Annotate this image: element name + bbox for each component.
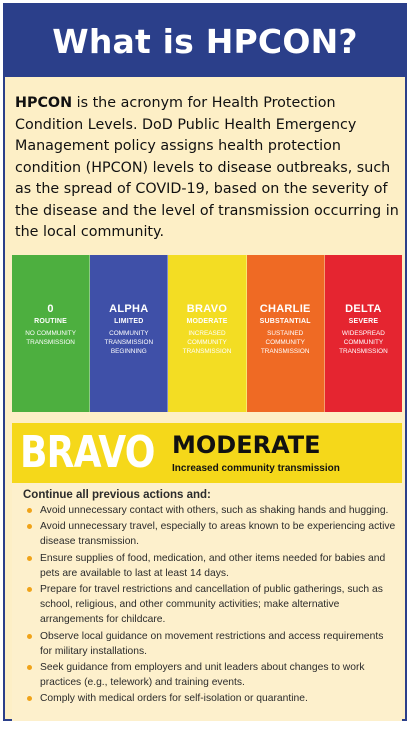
level-severity: ROUTINE (34, 318, 68, 325)
action-text: Observe local guidance on movement restrictions and access requirements for military installations. (40, 630, 384, 657)
level-name: ALPHA (109, 303, 149, 315)
level-description: INCREASED COMMUNITY TRANSMISSION (182, 330, 232, 355)
action-text: Comply with medical orders for self-isolation or quarantine. (40, 693, 308, 705)
level-delta (325, 255, 402, 412)
action-text: Prepare for travel restrictions and cancellation of public gatherings, such as school, religious, and other community activities; make alternative arrangements for childcare. (40, 584, 383, 626)
hpcon-levels-strip (12, 255, 402, 412)
list-item (26, 629, 396, 659)
bullet-dot-icon (27, 587, 32, 592)
bravo-severity: MODERATE (172, 431, 321, 459)
bullet-dot-icon (27, 556, 32, 561)
list-item (26, 660, 396, 690)
level-severity: SUBSTANTIAL (259, 318, 311, 325)
level-severity: LIMITED (114, 318, 144, 325)
list-item (26, 691, 396, 706)
list-item (26, 582, 396, 627)
action-text: Avoid unnecessary travel, especially to areas known to be experiencing active disease transmission. (40, 521, 396, 548)
bullet-dot-icon (27, 696, 32, 701)
bravo-detail-card (12, 423, 402, 721)
bullet-dot-icon (27, 665, 32, 670)
level-name: DELTA (345, 303, 382, 315)
list-item (26, 503, 396, 518)
level-bravo (168, 255, 246, 412)
action-text: Seek guidance from employers and unit leaders about changes to work practices (e.g., telework) and training events. (40, 661, 365, 688)
actions-list (26, 503, 396, 708)
level-description: WIDESPREAD COMMUNITY TRANSMISSION (339, 330, 388, 355)
level-charlie (247, 255, 325, 412)
level-0 (12, 255, 90, 412)
action-text: Ensure supplies of food, medication, and other items needed for babies and pets are available to last at least 14 days. (40, 552, 386, 579)
bullet-dot-icon (27, 634, 32, 639)
list-item (26, 519, 396, 549)
level-name: BRAVO (186, 303, 228, 315)
action-text: Avoid unnecessary contact with others, such as shaking hands and hugging. (40, 505, 389, 516)
level-description: SUSTAINED COMMUNITY TRANSMISSION (260, 330, 310, 355)
level-description: NO COMMUNITY TRANSMISSION (25, 330, 76, 346)
bullet-dot-icon (27, 508, 32, 513)
page-title: What is HPCON? (52, 21, 358, 61)
infographic-frame (3, 3, 407, 721)
bravo-subtitle: Increased community transmission (172, 463, 340, 474)
intro-text: is the acronym for Health Protection Condition Levels. DoD Public Health Emergency Management policy assigns health protection condition (HPCON) levels to disease outbreaks, such as the spread of COVID-19, based on the severity of the disease and the level of transmission occurring in the local community. (15, 95, 399, 240)
list-item (26, 551, 396, 581)
actions-heading: Continue all previous actions and: (23, 489, 211, 501)
level-severity: SEVERE (348, 318, 379, 325)
level-alpha (90, 255, 168, 412)
level-name: CHARLIE (259, 303, 311, 315)
level-description: COMMUNITY TRANSMISSION BEGINNING (104, 330, 154, 355)
level-name: 0 (47, 303, 54, 315)
bullet-dot-icon (27, 524, 32, 529)
intro-paragraph (15, 93, 399, 244)
bravo-header-band (12, 423, 402, 483)
level-severity: MODERATE (186, 318, 228, 325)
intro-acronym: HPCON (15, 95, 73, 111)
bravo-level-word: BRAVO (20, 427, 155, 478)
title-bar (5, 5, 405, 77)
